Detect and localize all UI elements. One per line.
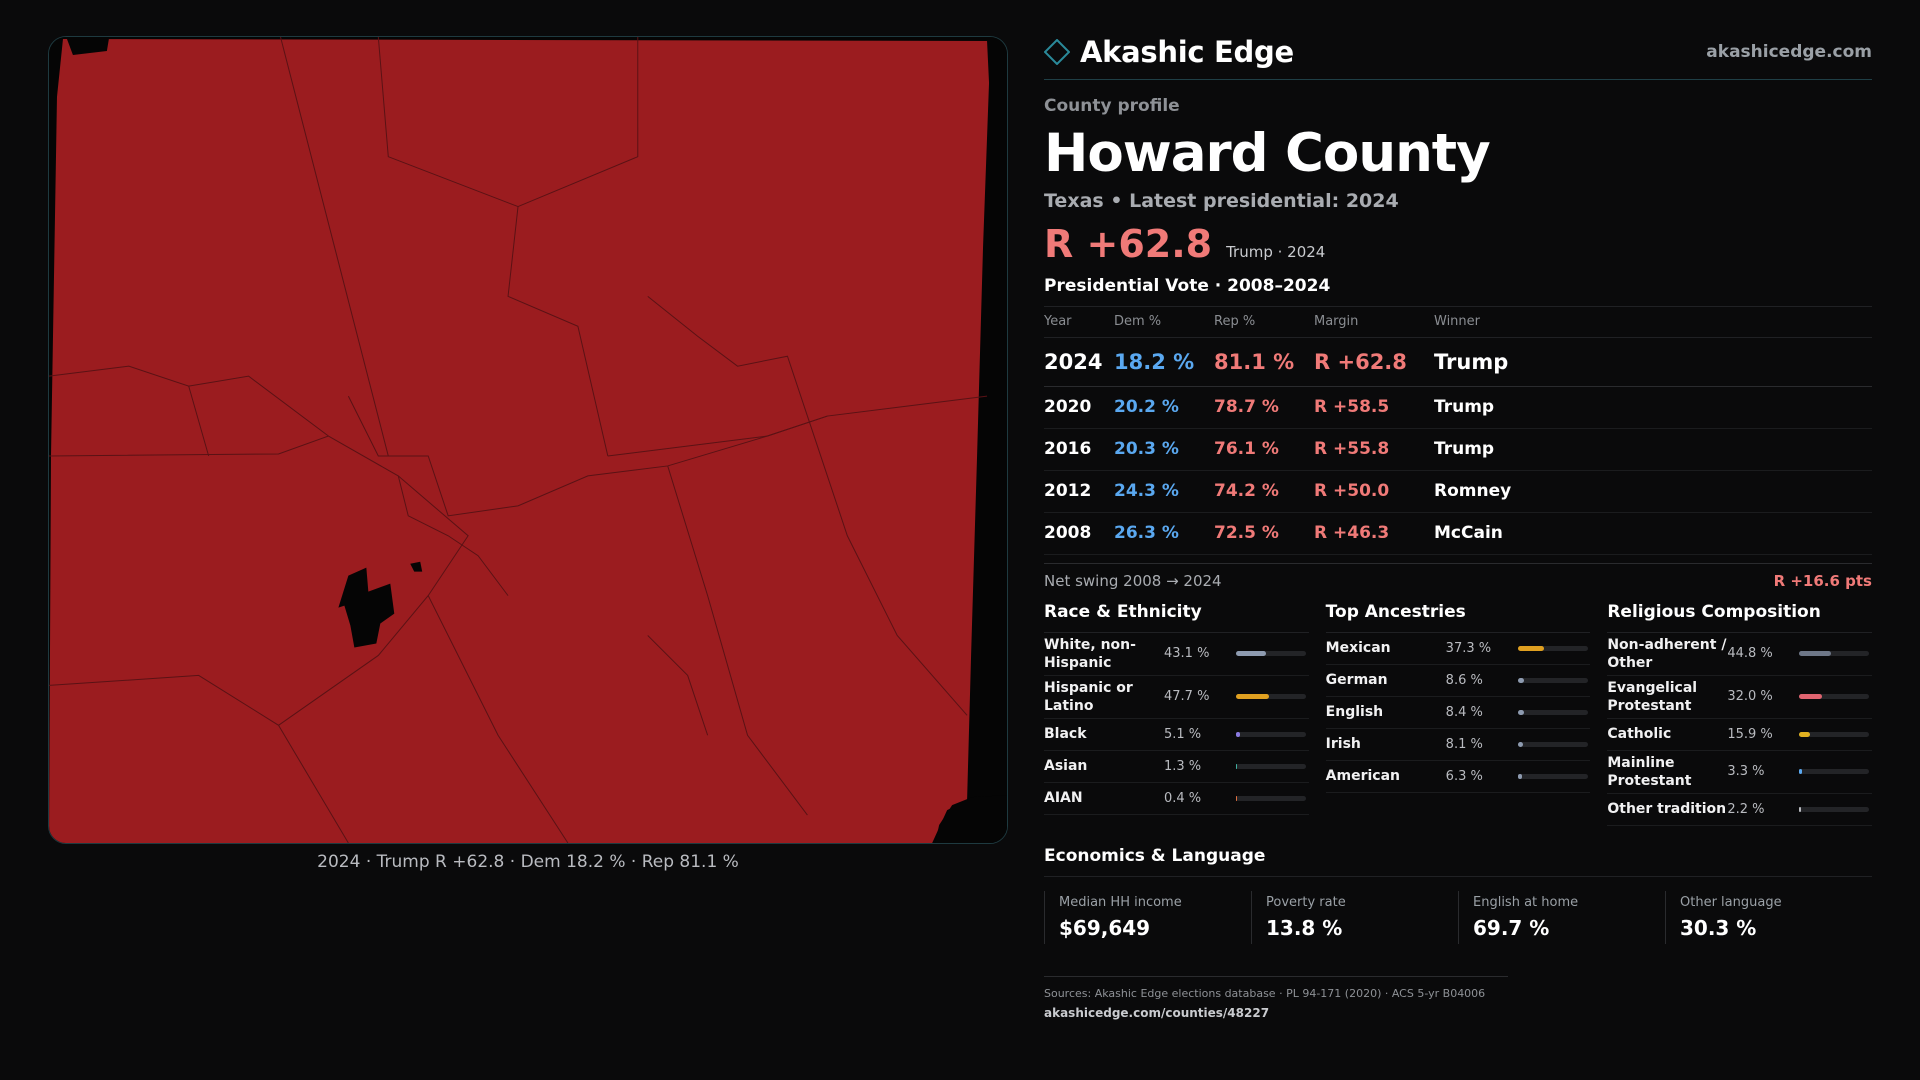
item-label: Mainline Protestant (1607, 754, 1692, 789)
vote-table-title: Presidential Vote · 2008–2024 (1044, 276, 1872, 307)
share-bar-fill (1236, 694, 1269, 699)
row-dem: 20.2 % (1114, 386, 1214, 428)
row-rep: 74.2 % (1214, 470, 1314, 512)
econ-label: Poverty rate (1266, 894, 1346, 910)
diamond-icon (1044, 39, 1070, 65)
list-item[interactable] (1326, 665, 1591, 697)
profile-subline: Texas • Latest presidential: 2024 (1044, 190, 1399, 212)
share-bar (1518, 742, 1588, 747)
item-value: 2.2 % (1727, 801, 1765, 817)
county-title: Howard County (1044, 123, 1490, 184)
share-bar (1236, 796, 1306, 801)
county-link[interactable]: akashicedge.com/counties/48227 (1044, 1005, 1270, 1020)
row-margin: R +46.3 (1314, 512, 1434, 554)
share-bar (1236, 732, 1306, 737)
list-item[interactable] (1326, 697, 1591, 729)
share-bar-fill (1518, 646, 1544, 651)
margin-note: Trump · 2024 (1226, 243, 1326, 261)
share-bar (1518, 774, 1588, 779)
econ-label: Other language (1680, 894, 1782, 910)
item-label: German (1325, 672, 1388, 688)
item-value: 37.3 % (1445, 640, 1492, 656)
item-value: 15.9 % (1727, 726, 1773, 742)
econ-poverty-rate (1251, 891, 1458, 944)
county-map-svg[interactable] (49, 37, 1007, 843)
share-bar-fill (1799, 651, 1830, 656)
race-title: Race & Ethnicity (1044, 602, 1309, 633)
share-bar (1236, 764, 1306, 769)
item-value: 32.0 % (1727, 689, 1773, 704)
share-bar (1236, 651, 1306, 656)
panel-header (1044, 30, 1872, 80)
table-row[interactable] (1044, 428, 1872, 470)
share-bar-fill (1799, 694, 1821, 699)
race-list (1044, 633, 1309, 815)
swing-label: Net swing 2008 → 2024 (1044, 571, 1222, 590)
economics-grid (1044, 891, 1872, 944)
econ-value: 69.7 % (1473, 915, 1550, 940)
share-bar (1518, 710, 1588, 715)
share-bar (1799, 732, 1869, 737)
sources-line: Sources: Akashic Edge elections database · PL 94-171 (2020) · ACS 5-yr B04006 (1044, 986, 1486, 1000)
vote-table (1044, 307, 1872, 555)
share-bar-fill (1799, 732, 1810, 737)
econ-value: 13.8 % (1266, 915, 1343, 940)
item-value: 6.3 % (1445, 768, 1483, 784)
share-bar (1518, 678, 1588, 683)
row-dem: 24.3 % (1114, 470, 1214, 512)
economics-title: Economics & Language (1044, 846, 1872, 877)
item-value: 5.1 % (1164, 726, 1202, 742)
item-label: Evangelical Protestant (1607, 679, 1698, 714)
row-margin: R +62.8 (1314, 337, 1434, 386)
item-label: White, non-Hispanic (1044, 636, 1136, 671)
row-winner: Trump (1434, 428, 1872, 470)
row-rep: 81.1 % (1214, 337, 1314, 386)
item-label: AIAN (1044, 790, 1083, 806)
row-winner: McCain (1434, 512, 1872, 554)
item-value: 43.1 % (1164, 646, 1210, 661)
econ-label: English at home (1473, 894, 1579, 910)
list-item[interactable] (1326, 729, 1591, 761)
row-dem: 26.3 % (1114, 512, 1214, 554)
ancestry-list (1326, 633, 1591, 793)
share-bar (1236, 694, 1306, 699)
list-item[interactable] (1607, 633, 1872, 676)
row-year: 2016 (1044, 428, 1114, 470)
share-bar-fill (1236, 651, 1266, 656)
row-rep: 78.7 % (1214, 386, 1314, 428)
header-margin: Margin (1314, 307, 1434, 337)
table-row[interactable] (1044, 337, 1872, 386)
county-panel (1044, 30, 1872, 1020)
share-bar-fill (1236, 796, 1237, 801)
religion-panel (1607, 602, 1872, 826)
map-caption: 2024 · Trump R +62.8 · Dem 18.2 % · Rep 81.1 % (317, 852, 739, 872)
item-label: Black (1044, 726, 1087, 742)
row-year: 2020 (1044, 386, 1114, 428)
header-winner: Winner (1434, 307, 1872, 337)
item-value: 1.3 % (1164, 758, 1202, 774)
list-item[interactable] (1044, 751, 1309, 783)
list-item[interactable] (1326, 761, 1591, 793)
religion-list (1607, 633, 1872, 826)
item-label: Asian (1044, 758, 1088, 774)
share-bar-fill (1799, 807, 1801, 812)
list-item[interactable] (1044, 633, 1309, 676)
table-row[interactable] (1044, 386, 1872, 428)
ancestry-title: Top Ancestries (1326, 602, 1591, 633)
sources (1044, 976, 1508, 1020)
item-label: Irish (1325, 736, 1361, 752)
list-item[interactable] (1326, 633, 1591, 665)
header-rep: Rep % (1214, 307, 1314, 337)
headline-margin (1044, 222, 1872, 266)
item-label: English (1325, 704, 1384, 720)
brand[interactable] (1044, 35, 1294, 69)
econ-english-at-home (1458, 891, 1665, 944)
share-bar (1799, 694, 1869, 699)
row-margin: R +55.8 (1314, 428, 1434, 470)
share-bar-fill (1518, 678, 1524, 683)
share-bar (1799, 651, 1869, 656)
race-ethnicity-panel (1044, 602, 1309, 826)
item-value: 8.6 % (1445, 672, 1483, 688)
row-margin: R +58.5 (1314, 386, 1434, 428)
swing-value: R +16.6 pts (1773, 571, 1872, 590)
row-year: 2008 (1044, 512, 1114, 554)
row-winner: Trump (1434, 386, 1872, 428)
share-bar (1799, 807, 1869, 812)
list-item[interactable] (1607, 751, 1872, 794)
site-link[interactable]: akashicedge.com (1706, 41, 1872, 62)
county-shape[interactable] (49, 39, 989, 843)
list-item[interactable] (1044, 719, 1309, 751)
list-item[interactable] (1607, 794, 1872, 826)
share-bar-fill (1518, 774, 1522, 779)
item-label: Catholic (1607, 726, 1672, 742)
county-map[interactable] (48, 36, 1008, 844)
profile-eyebrow: County profile (1044, 96, 1180, 116)
row-winner: Romney (1434, 470, 1872, 512)
list-item[interactable] (1607, 676, 1872, 719)
share-bar-fill (1799, 769, 1801, 774)
econ-value: 30.3 % (1680, 915, 1757, 940)
margin-value: R +62.8 (1044, 222, 1213, 266)
row-year: 2012 (1044, 470, 1114, 512)
ancestry-panel (1326, 602, 1591, 826)
item-value: 8.1 % (1445, 736, 1483, 752)
share-bar-fill (1236, 732, 1240, 737)
header-year: Year (1044, 307, 1114, 337)
row-rep: 76.1 % (1214, 428, 1314, 470)
share-bar (1518, 646, 1588, 651)
row-margin: R +50.0 (1314, 470, 1434, 512)
item-value: 44.8 % (1727, 646, 1773, 661)
share-bar (1799, 769, 1869, 774)
list-item[interactable] (1044, 676, 1309, 719)
row-dem: 20.3 % (1114, 428, 1214, 470)
row-rep: 72.5 % (1214, 512, 1314, 554)
item-label: Hispanic or Latino (1044, 679, 1133, 714)
row-winner: Trump (1434, 337, 1872, 386)
econ-other-language (1665, 891, 1872, 944)
econ-value: $69,649 (1059, 915, 1151, 940)
item-label: Mexican (1325, 640, 1391, 656)
share-bar-fill (1518, 710, 1524, 715)
vote-table-header (1044, 307, 1872, 337)
econ-median-income (1044, 891, 1251, 944)
share-bar-fill (1518, 742, 1524, 747)
econ-label: Median HH income (1059, 894, 1182, 910)
demographics (1044, 602, 1872, 826)
list-item[interactable] (1607, 719, 1872, 751)
row-dem: 18.2 % (1114, 337, 1214, 386)
item-value: 3.3 % (1727, 764, 1765, 779)
table-row[interactable] (1044, 512, 1872, 554)
item-label: Other tradition (1607, 801, 1727, 817)
share-bar-fill (1236, 764, 1237, 769)
table-row[interactable] (1044, 470, 1872, 512)
list-item[interactable] (1044, 783, 1309, 815)
item-value: 47.7 % (1164, 689, 1210, 704)
item-value: 8.4 % (1445, 704, 1483, 720)
religion-title: Religious Composition (1607, 602, 1872, 633)
header-dem: Dem % (1114, 307, 1214, 337)
item-label: American (1325, 768, 1401, 784)
row-year: 2024 (1044, 337, 1114, 386)
brand-name: Akashic Edge (1080, 34, 1294, 69)
item-value: 0.4 % (1164, 790, 1202, 806)
item-label: Non-adherent / Other (1607, 636, 1727, 671)
net-swing (1044, 563, 1872, 590)
